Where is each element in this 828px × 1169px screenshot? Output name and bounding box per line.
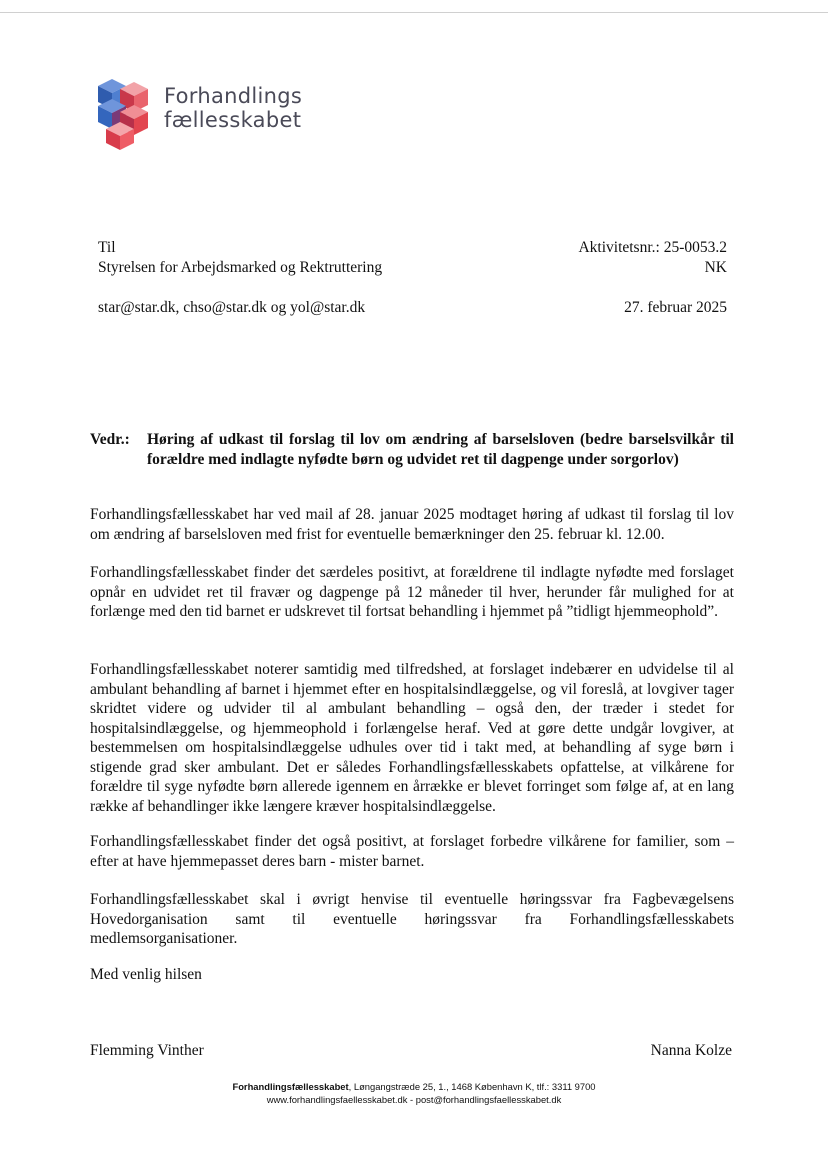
body-paragraph-4: Forhandlingsfællesskabet finder det også positivt, at forslaget forbedre vilkårene for familier, som – efter at have hjemmepasset deres barn - mister barnet. [90, 833, 734, 870]
body-paragraph-1: Forhandlingsfællesskabet har ved mail af 28. januar 2025 modtaget høring af udkast til forslag til lov om ændring af barselsloven med frist for eventuelle bemærkninger den 25. februar kl. 12.00. [90, 506, 734, 543]
logo-mark-icon [92, 76, 156, 152]
page-top-rule [0, 12, 828, 13]
subject-text: Høring af udkast til forslag til lov om ændring af barselsloven (bedre barselsvilkår til forældre med indlagte nyfødte børn og udvidet ret til dagpenge under sorgorlov) [147, 431, 734, 468]
footer-contact-line: www.forhandlingsfaellesskabet.dk - post@forhandlingsfaellesskabet.dk [266, 1094, 562, 1105]
recipient-emails: star@star.dk, chso@star.dk og yol@star.dk [98, 299, 366, 316]
signature-left: Flemming Vinther [90, 1042, 204, 1059]
body-paragraph-2: Forhandlingsfællesskabet finder det særdeles positivt, at forældrene til indlagte nyfødte med forslaget opnår en udvidet ret til fravær og dagpenge på 12 måneder til hver, herunder får mulighed for at forlænge med den tid barnet er udskrevet til fortsat behandling i hjemmet på ”tidligt hjemmeophold”. [90, 564, 734, 620]
closing-greeting: Med venlig hilsen [90, 966, 202, 983]
signature-right: Nanna Kolze [650, 1042, 732, 1059]
logo-line-1: Forhandlings [164, 84, 303, 108]
footer-address-line [0, 1080, 828, 1093]
logo-wordmark [164, 84, 302, 132]
body-paragraph-3: Forhandlingsfællesskabet noterer samtidig med tilfredshed, at forslaget indebærer en udvidelse til al ambulant behandling af barnet i hjemmet efter en hospitalsindlæggelse, og vil foreslå, at lovgiver tager skridtet videre og udvider til al ambulant behandling – også den, der træder i stedet for hospitalsindlæggelse, og hjemmeophold i forlængelse heraf. Ved at gøre dette undgår lovgiver, at bestemmelsen om hospitalsindlæggelse udhules over tid i takt med, at behandling af syge børn i stigende grad sker ambulant. Det er således Forhandlingsfællesskabets opfattelse, at vilkårene for forældre til syge nyfødte børn allerede igennem en årrække er blevet forringet som følge af, at en lang række af behandlinger ikke længere kræver hospitalsindlæggelse. [90, 661, 734, 815]
subject-label: Vedr.: [90, 431, 130, 448]
footer-address: , Løngangstræde 25, 1., 1468 København K, tlf.: 3311 9700 [348, 1081, 596, 1092]
letter-date: 27. februar 2025 [624, 299, 727, 316]
organization-logo [92, 76, 332, 152]
recipient-to-label: Til [98, 239, 116, 256]
recipient-name: Styrelsen for Arbejdsmarked og Rektruttering [98, 259, 383, 276]
body-paragraph-5: Forhandlingsfællesskabet skal i øvrigt henvise til eventuelle høringssvar fra Fagbevægelsens Hovedorganisation samt til eventuelle høringssvar fra Forhandlingsfællesskabets medlemsorganisationer. [90, 891, 734, 947]
author-initials: NK [704, 259, 727, 276]
footer-org-name: Forhandlingsfællesskabet [232, 1081, 349, 1092]
logo-line-2: fællesskabet [164, 108, 302, 132]
activity-number: Aktivitetsnr.: 25-0053.2 [578, 239, 727, 256]
